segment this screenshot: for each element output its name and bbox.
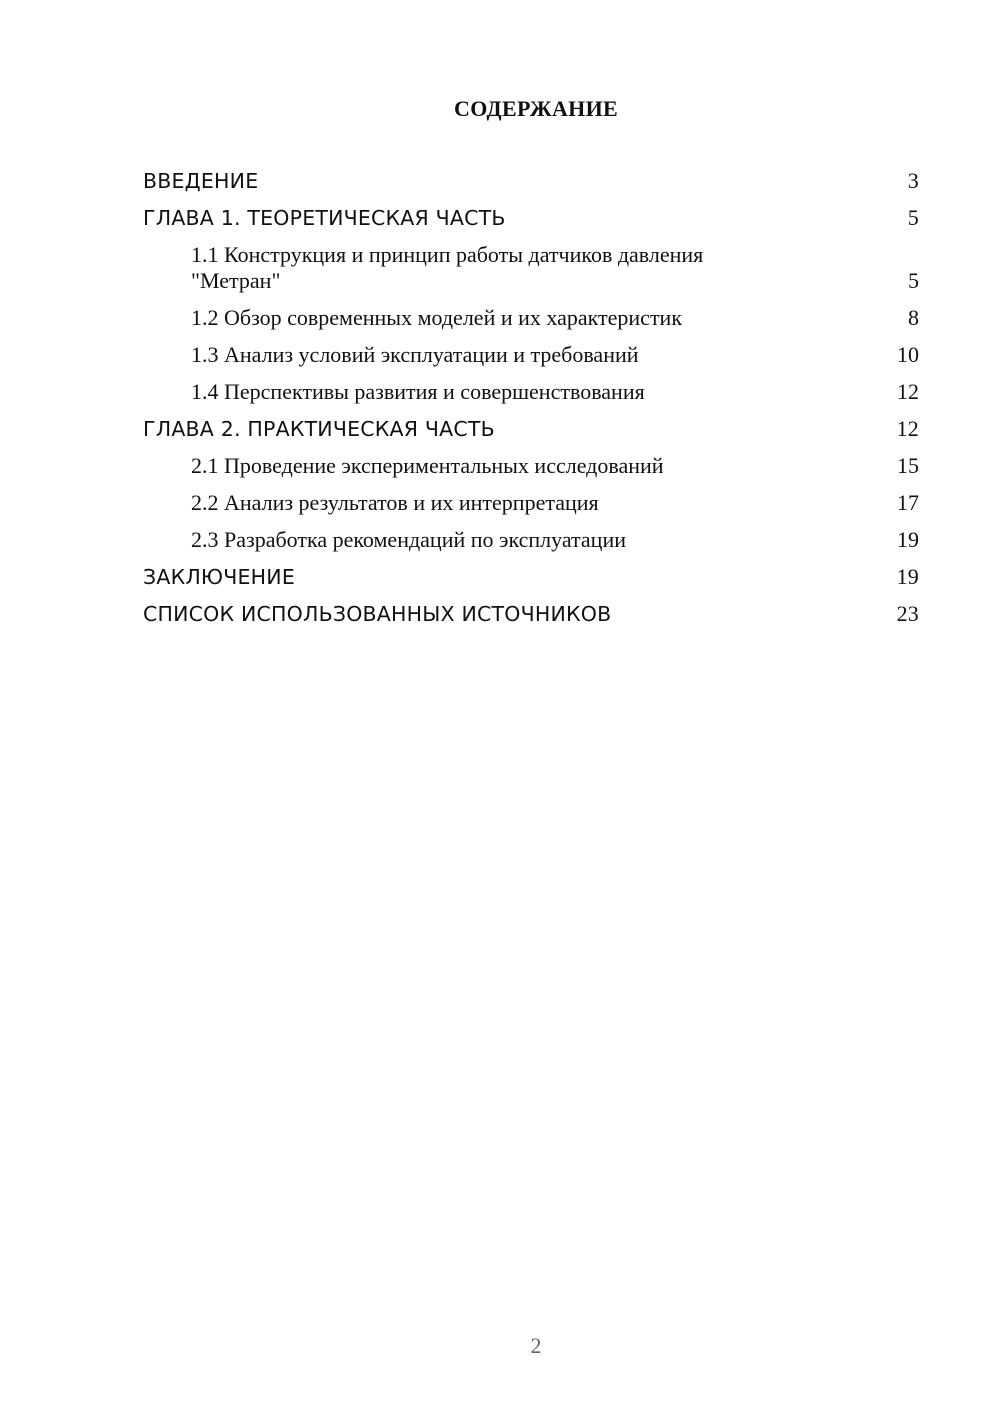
toc-entry-section-2-1[interactable] <box>143 453 919 479</box>
toc-entry-references[interactable] <box>143 601 919 627</box>
toc-entry-page: 12 <box>897 379 919 404</box>
toc-entry-page: 17 <box>897 490 919 515</box>
toc-entry-label: 2.3 Разработка рекомендаций по эксплуатации <box>191 527 626 552</box>
toc-entry-label: ВВЕДЕНИЕ <box>143 169 259 193</box>
toc-entry-page: 12 <box>896 416 919 441</box>
toc-entry-label: 1.2 Обзор современных моделей и их характеристик <box>191 305 683 330</box>
toc-entry-label: ГЛАВА 2. ПРАКТИЧЕСКАЯ ЧАСТЬ <box>143 417 495 441</box>
toc-entry-page: 19 <box>896 564 919 589</box>
toc-entry-page: 8 <box>908 305 919 330</box>
toc-entry-page: 3 <box>907 168 919 193</box>
toc-entry-section-1-2[interactable] <box>143 305 919 331</box>
toc-entry-page: 19 <box>897 527 919 552</box>
toc-entry-section-2-2[interactable] <box>143 490 919 516</box>
toc-entry-section-1-3[interactable] <box>143 342 919 368</box>
page-title: СОДЕРЖАНИЕ <box>454 96 618 121</box>
toc-entry-label: 2.1 Проведение экспериментальных исследований <box>191 453 664 478</box>
toc-entry-introduction[interactable] <box>143 168 919 194</box>
toc-entry-label: СПИСОК ИСПОЛЬЗОВАННЫХ ИСТОЧНИКОВ <box>143 602 612 626</box>
toc-entry-label: 1.1 Конструкция и принцип работы датчиков давления "Метран" <box>191 242 704 293</box>
toc-entry-label: 2.2 Анализ результатов и их интерпретация <box>191 490 599 515</box>
toc-entry-section-1-1[interactable] <box>143 242 919 294</box>
toc-entry-label: ЗАКЛЮЧЕНИЕ <box>143 565 295 589</box>
toc-entry-page: 23 <box>896 601 919 626</box>
toc-entry-page: 5 <box>908 268 919 293</box>
toc-entry-chapter-1[interactable] <box>143 205 919 231</box>
toc-entry-page: 10 <box>897 342 919 367</box>
table-of-contents <box>143 168 919 638</box>
toc-entry-page: 15 <box>897 453 919 478</box>
toc-entry-label: ГЛАВА 1. ТЕОРЕТИЧЕСКАЯ ЧАСТЬ <box>143 206 506 230</box>
toc-entry-section-2-3[interactable] <box>143 527 919 553</box>
toc-entry-label: 1.4 Перспективы развития и совершенствования <box>191 379 645 404</box>
toc-entry-section-1-4[interactable] <box>143 379 919 405</box>
toc-entry-conclusion[interactable] <box>143 564 919 590</box>
page-number: 2 <box>530 1333 542 1358</box>
toc-entry-label: 1.3 Анализ условий эксплуатации и требований <box>191 342 639 367</box>
toc-entry-page: 5 <box>907 205 919 230</box>
toc-entry-chapter-2[interactable] <box>143 416 919 442</box>
